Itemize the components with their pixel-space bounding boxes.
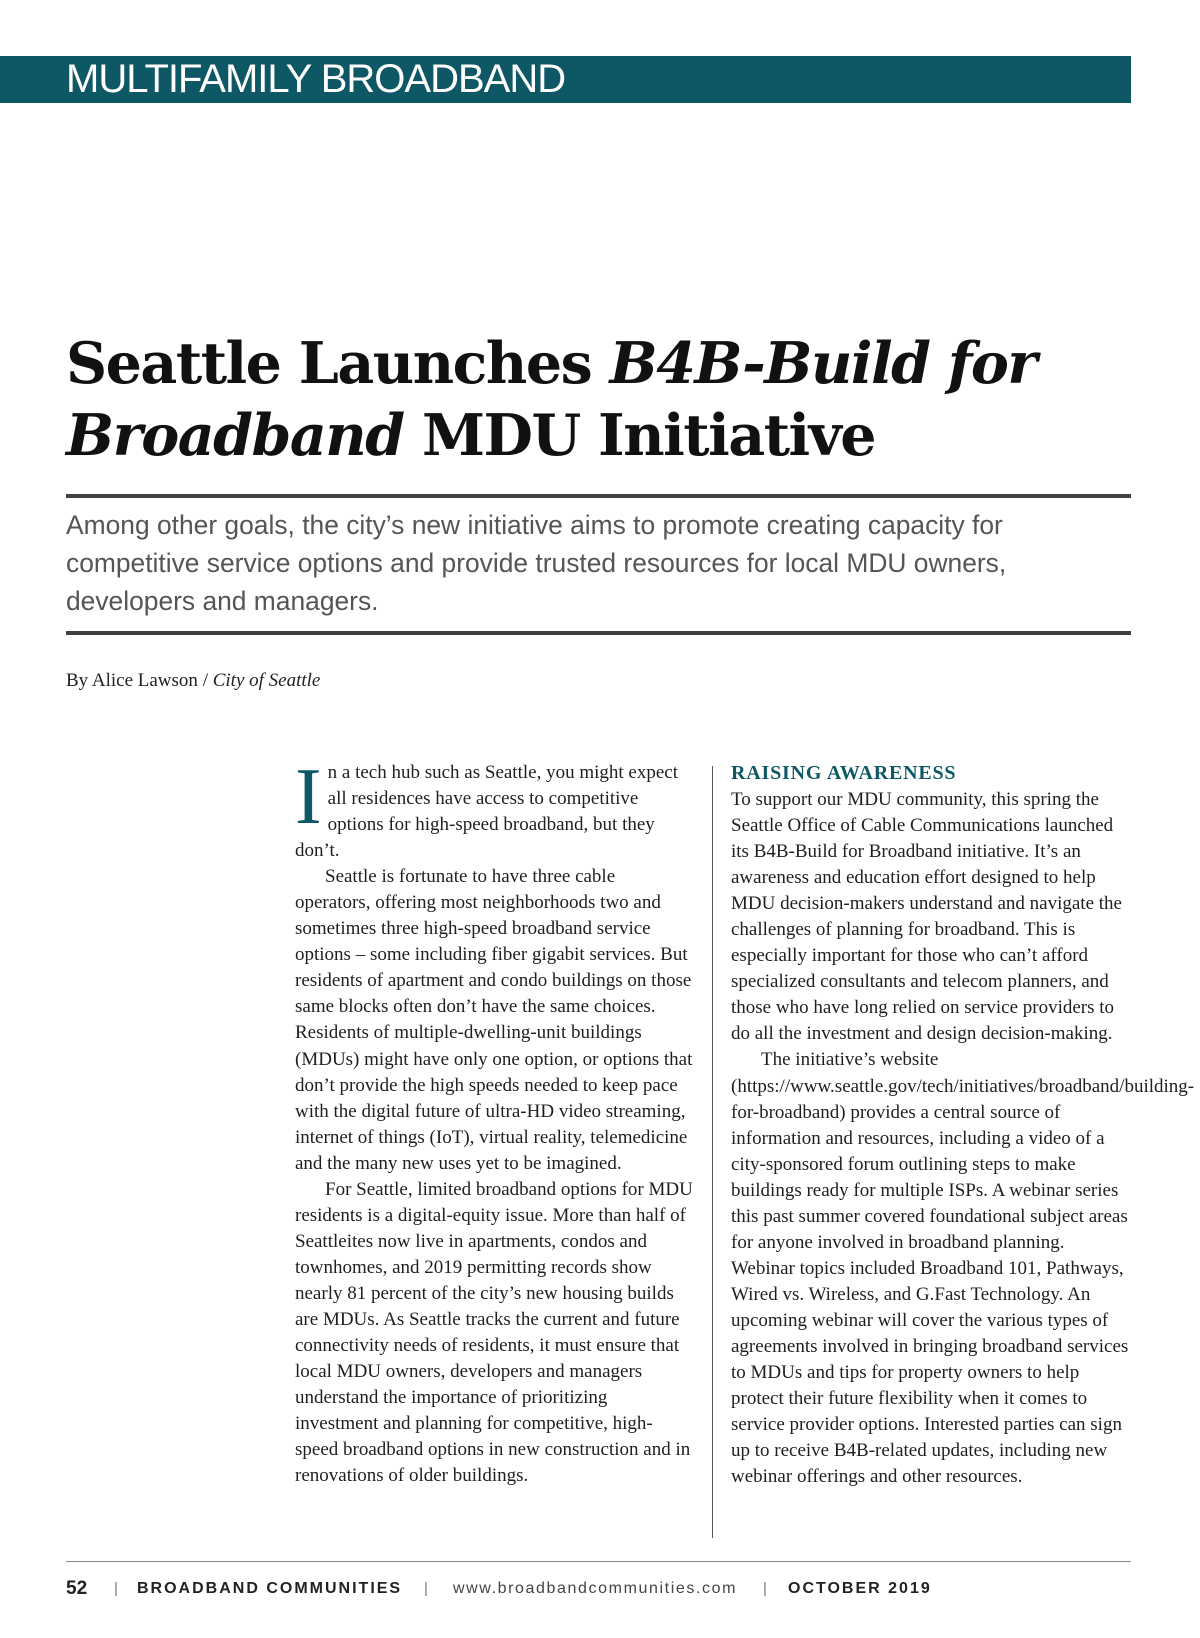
byline-separator: / bbox=[197, 670, 213, 691]
article-title bbox=[66, 328, 1146, 472]
body-paragraph: The initiative’s website (https://www.seattle.gov/tech/initiatives/broadband/building-for-broadband) provides a central source of information and resources, including a video of a city-sponsored forum outlining steps to make buildings ready for multiple ISPs. A webinar series this past summer covered foundational subject areas for anyone involved in broadband planning. Webinar topics included Broadband 101, Pathways, Wired vs. Wireless, and G.Fast Technology. An upcoming webinar will cover the various types of agreements involved in bringing broadband services to MDUs and tips for property owners to help protect their future flexibility when it comes to service provider options. Interested parties can sign up to receive B4B-related updates, including new webinar offerings and other resources. bbox=[731, 1049, 1195, 1488]
footer-separator: | bbox=[763, 1580, 767, 1597]
deck-bottom-rule bbox=[66, 631, 1131, 635]
issue-date: OCTOBER 2019 bbox=[788, 1580, 932, 1597]
body-column-left bbox=[295, 753, 695, 1489]
byline bbox=[66, 670, 320, 692]
magazine-name: BROADBAND COMMUNITIES bbox=[137, 1580, 403, 1597]
deck-top-rule bbox=[66, 494, 1131, 498]
body-paragraph: n a tech hub such as Seattle, you might expect all residences have access to competitive options for high-speed broadband, but they don’t. bbox=[295, 762, 678, 862]
article-deck: Among other goals, the city’s new initiative aims to promote creating capacity for competitive service options and provide trusted resources for local MDU owners, developers and managers. bbox=[66, 510, 1007, 616]
footer-separator: | bbox=[114, 1580, 118, 1597]
page-number: 52 bbox=[66, 1578, 88, 1599]
title-part-3: MDU Initiative bbox=[403, 402, 876, 469]
body-column-right bbox=[731, 760, 1195, 1490]
byline-author: By Alice Lawson bbox=[66, 670, 198, 691]
byline-affiliation: City of Seattle bbox=[212, 670, 321, 691]
body-paragraph: To support our MDU community, this spring the Seattle Office of Cable Communications launched its B4B-Build for Broadband initiative. It’s an awareness and education effort designed to help MDU decision-makers understand and navigate the challenges of planning for broadband. This is especially important for those who can’t afford specialized consultants and telecom planners, and those who have long relied on service providers to do all the investment and design decision-making. bbox=[731, 789, 1122, 1045]
title-part-1: Seattle Launches bbox=[66, 330, 610, 397]
title-part-2-italic: B4B-Build for Broadband bbox=[66, 330, 1036, 469]
magazine-website[interactable]: www.broadbandcommunities.com bbox=[453, 1580, 738, 1597]
column-divider bbox=[712, 766, 713, 1538]
section-label: MULTIFAMILY BROADBAND bbox=[66, 57, 566, 101]
body-paragraph: Seattle is fortunate to have three cable operators, offering most neighborhoods two and sometimes three high-speed broadband service options – some including fiber gigabit services. But residents of apartment and condo buildings on those same blocks often don’t have the same choices. Residents of multiple-dwelling-unit buildings (MDUs) might have only one option, or options that don’t provide the high speeds needed to keep pace with the digital future of ultra-HD video streaming, internet of things (IoT), virtual reality, telemedicine and the many new uses yet to be imagined. bbox=[295, 866, 693, 1174]
footer-separator: | bbox=[424, 1580, 428, 1597]
body-paragraph: For Seattle, limited broadband options for MDU residents is a digital-equity issue. More than half of Seattleites now live in apartments, condos and townhomes, and 2019 permitting records show nearly 81 percent of the city’s new housing builds are MDUs. As Seattle tracks the current and future connectivity needs of residents, it must ensure that local MDU owners, developers and managers understand the importance of prioritizing investment and planning for competitive, high-speed broadband options in new construction and in renovations of older buildings. bbox=[295, 1178, 693, 1487]
section-subhead: RAISING AWARENESS bbox=[731, 762, 957, 784]
footer-rule bbox=[66, 1561, 1131, 1562]
drop-cap: I bbox=[295, 753, 322, 841]
